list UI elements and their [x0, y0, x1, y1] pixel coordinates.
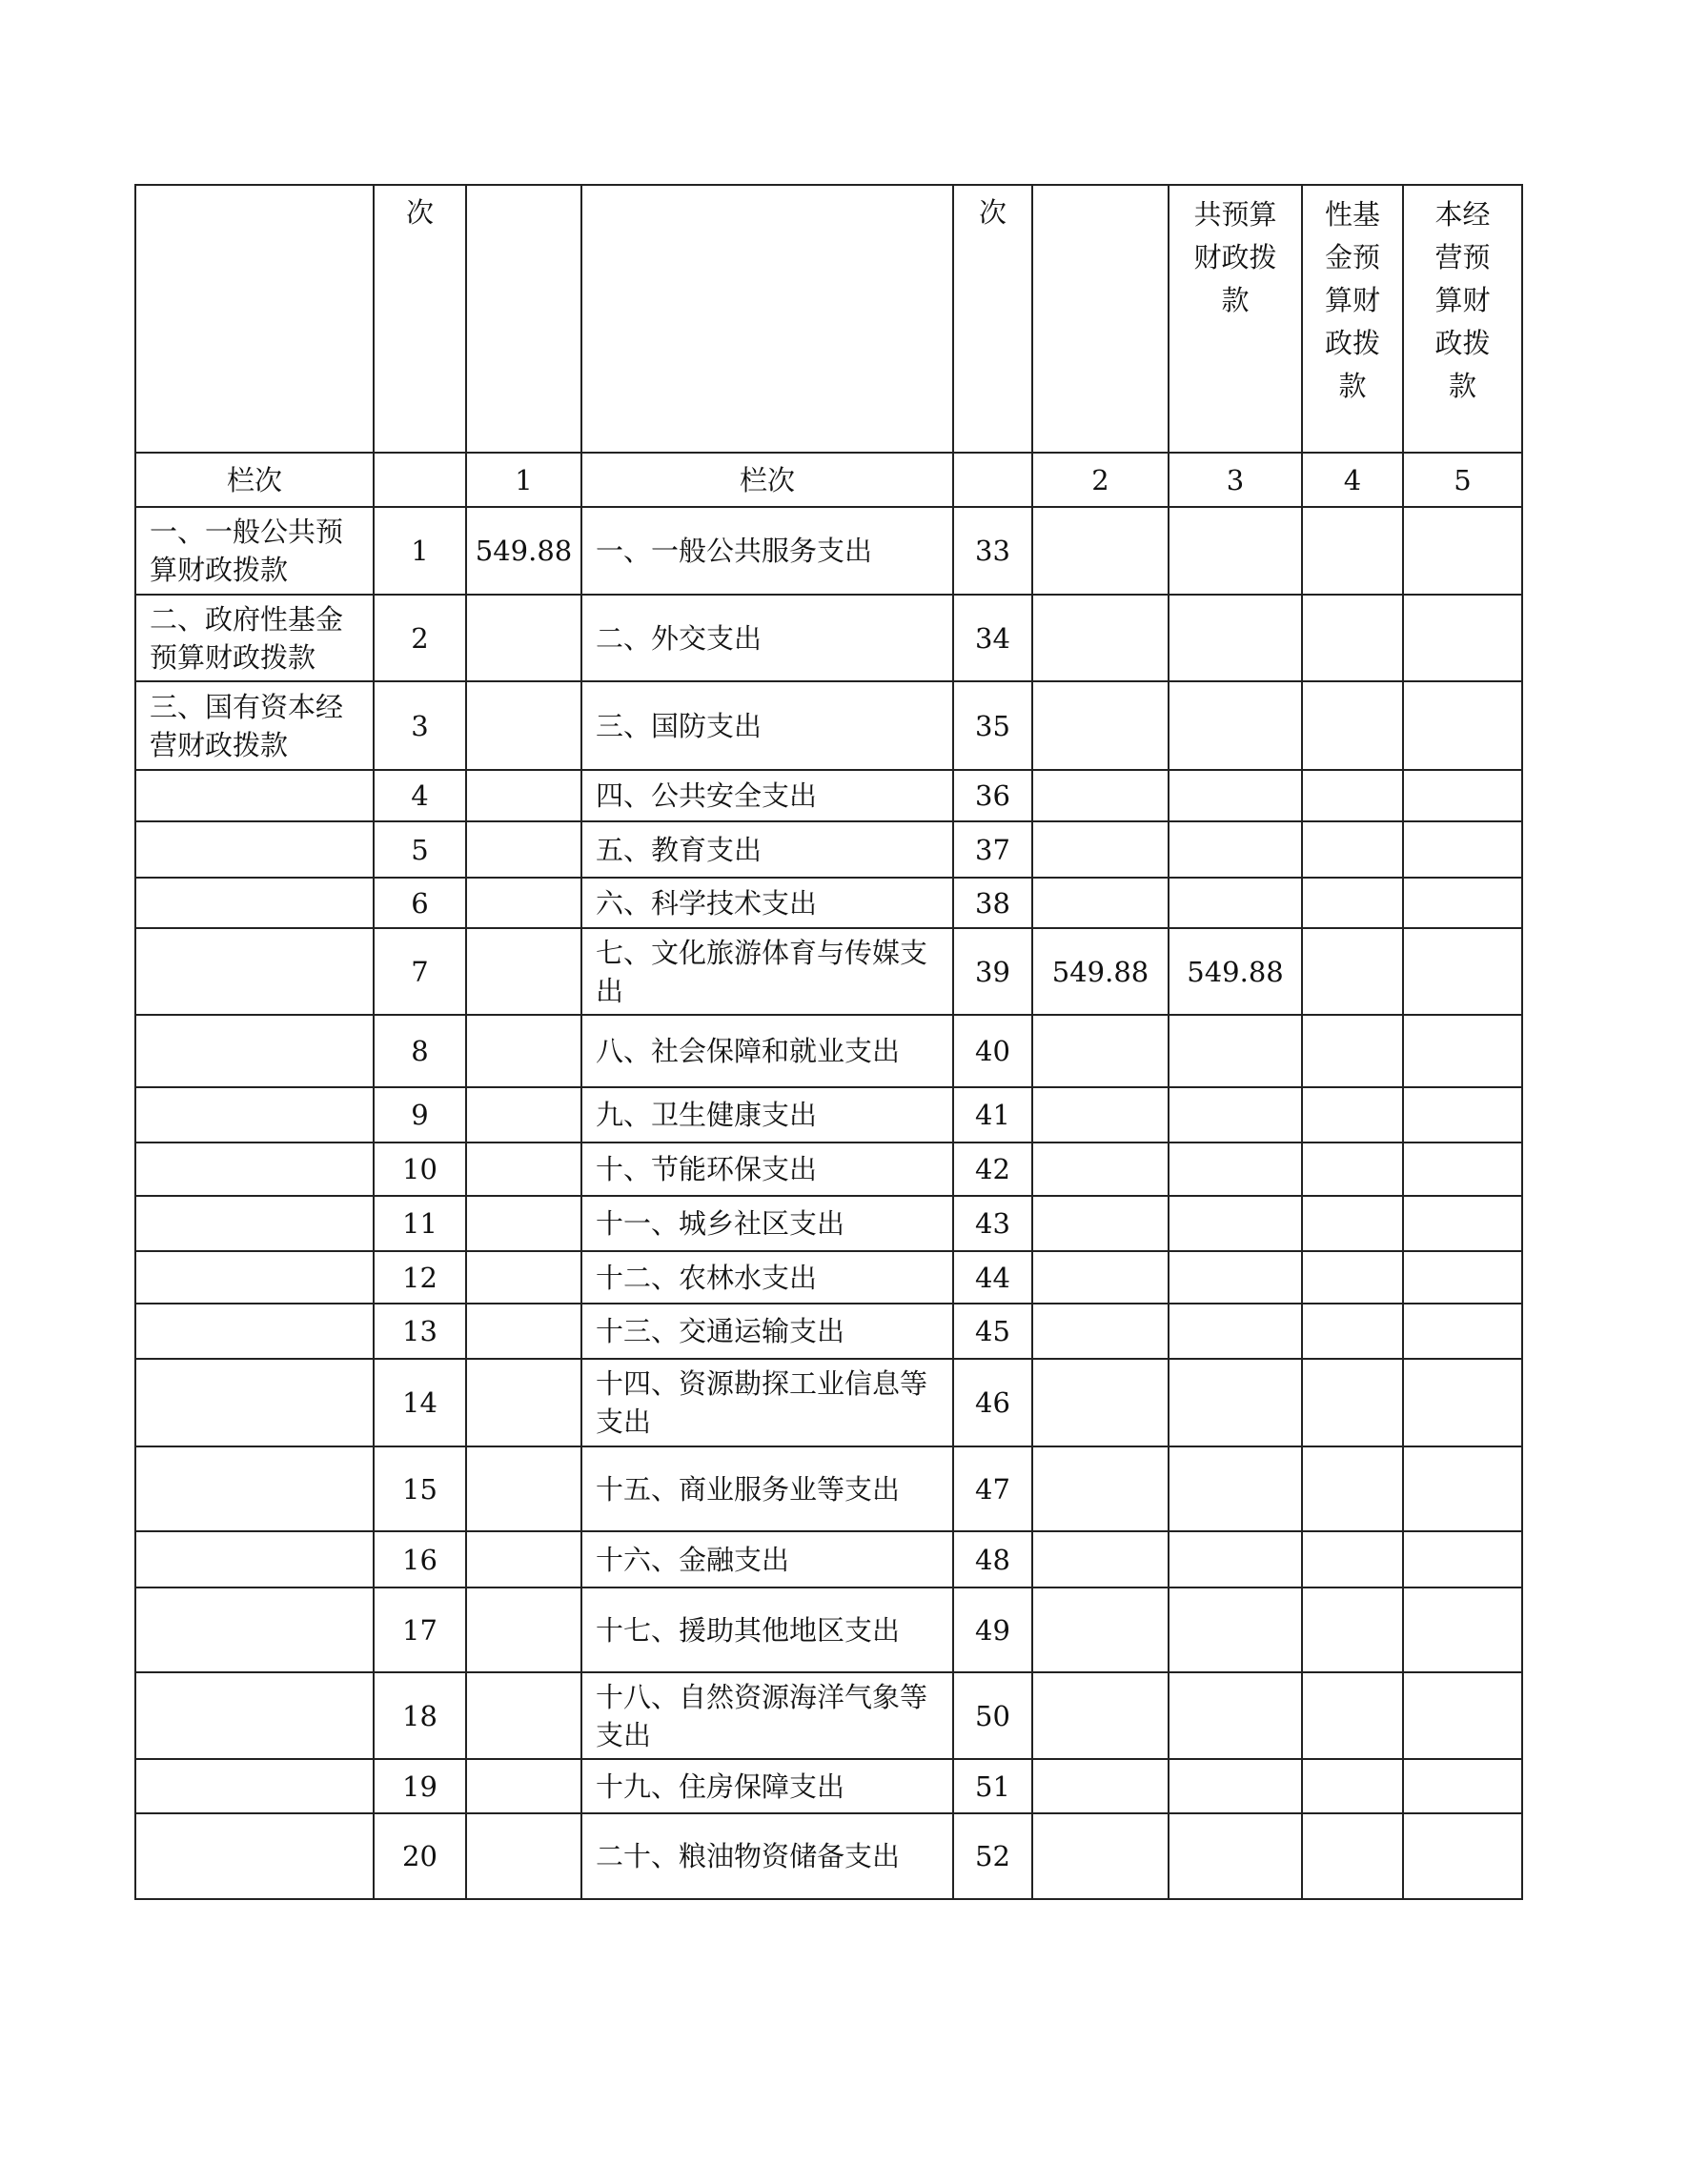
income-line-number: 11 [374, 1196, 466, 1251]
index-col-2: 2 [1032, 453, 1169, 507]
expense-item-cell: 十五、商业服务业等支出 [581, 1446, 953, 1531]
expense-total-cell [1032, 821, 1169, 878]
expense-line-number: 35 [953, 681, 1032, 770]
income-line-number: 17 [374, 1587, 466, 1672]
table-row [135, 1813, 1522, 1899]
table-row [135, 1015, 1522, 1087]
expense-fund-budget-cell [1302, 928, 1403, 1015]
expense-general-budget-cell [1169, 1304, 1302, 1359]
expense-general-budget-cell [1169, 1672, 1302, 1759]
expense-fund-budget-cell [1302, 770, 1403, 821]
income-line-number: 3 [374, 681, 466, 770]
expense-line-number: 44 [953, 1251, 1032, 1304]
index-col-4: 4 [1302, 453, 1403, 507]
expense-line-number: 39 [953, 928, 1032, 1015]
expense-general-budget-cell [1169, 770, 1302, 821]
expense-general-budget-cell [1169, 1359, 1302, 1446]
income-amount-cell [466, 770, 581, 821]
income-amount-cell [466, 1251, 581, 1304]
expense-fund-budget-cell [1302, 1587, 1403, 1672]
income-line-number: 5 [374, 821, 466, 878]
income-line-number: 13 [374, 1304, 466, 1359]
income-line-number: 14 [374, 1359, 466, 1446]
expense-total-cell [1032, 1813, 1169, 1899]
expense-capital-budget-cell [1403, 681, 1522, 770]
expense-total-cell: 549.88 [1032, 928, 1169, 1015]
income-item-cell: 三、国有资本经营财政拨款 [135, 681, 374, 770]
expense-total-cell [1032, 1196, 1169, 1251]
index-label-left: 栏次 [135, 453, 374, 507]
header-amount-cell [466, 185, 581, 453]
expense-fund-budget-cell [1302, 1196, 1403, 1251]
table-row [135, 1759, 1522, 1813]
index-empty-cell [374, 453, 466, 507]
table-row [135, 681, 1522, 770]
header-income-cell [135, 185, 374, 453]
income-item-cell [135, 1813, 374, 1899]
header-row [135, 185, 1522, 453]
expense-fund-budget-cell [1302, 1813, 1403, 1899]
expense-total-cell [1032, 1143, 1169, 1196]
expense-line-number: 52 [953, 1813, 1032, 1899]
expense-line-number: 46 [953, 1359, 1032, 1446]
income-amount-cell [466, 878, 581, 928]
expense-item-cell: 九、卫生健康支出 [581, 1087, 953, 1143]
expense-fund-budget-cell [1302, 595, 1403, 681]
expense-line-number: 47 [953, 1446, 1032, 1531]
expense-capital-budget-cell [1403, 1143, 1522, 1196]
income-line-number: 2 [374, 595, 466, 681]
expense-fund-budget-cell [1302, 1531, 1403, 1587]
income-item-cell [135, 1531, 374, 1587]
expense-capital-budget-cell [1403, 1587, 1522, 1672]
expense-item-cell: 八、社会保障和就业支出 [581, 1015, 953, 1087]
table-row [135, 1304, 1522, 1359]
expense-line-number: 50 [953, 1672, 1032, 1759]
income-item-cell [135, 821, 374, 878]
expense-capital-budget-cell [1403, 1672, 1522, 1759]
expense-capital-budget-cell [1403, 770, 1522, 821]
expense-total-cell [1032, 1759, 1169, 1813]
income-item-cell [135, 770, 374, 821]
expense-total-cell [1032, 1359, 1169, 1446]
expense-total-cell [1032, 770, 1169, 821]
index-row [135, 453, 1522, 507]
income-amount-cell [466, 1143, 581, 1196]
expense-line-number: 43 [953, 1196, 1032, 1251]
expense-fund-budget-cell [1302, 821, 1403, 878]
table-row [135, 878, 1522, 928]
table-row [135, 1446, 1522, 1531]
expense-general-budget-cell [1169, 507, 1302, 595]
income-item-cell: 二、政府性基金预算财政拨款 [135, 595, 374, 681]
expense-general-budget-cell [1169, 1196, 1302, 1251]
table-row [135, 1587, 1522, 1672]
expense-total-cell [1032, 1304, 1169, 1359]
expense-item-cell: 五、教育支出 [581, 821, 953, 878]
expense-total-cell [1032, 1587, 1169, 1672]
index-col-3: 3 [1169, 453, 1302, 507]
header-expense-cell [581, 185, 953, 453]
expense-capital-budget-cell [1403, 1531, 1522, 1587]
income-line-number: 12 [374, 1251, 466, 1304]
expense-capital-budget-cell [1403, 821, 1522, 878]
income-amount-cell [466, 1587, 581, 1672]
expense-general-budget-cell [1169, 681, 1302, 770]
expense-total-cell [1032, 681, 1169, 770]
expense-general-budget-cell [1169, 1446, 1302, 1531]
table-row [135, 1251, 1522, 1304]
expense-item-cell: 十九、住房保障支出 [581, 1759, 953, 1813]
income-line-number: 9 [374, 1087, 466, 1143]
expense-fund-budget-cell [1302, 1087, 1403, 1143]
expense-item-cell: 十四、资源勘探工业信息等支出 [581, 1359, 953, 1446]
table-row [135, 1531, 1522, 1587]
expense-capital-budget-cell [1403, 878, 1522, 928]
expense-total-cell [1032, 595, 1169, 681]
expense-fund-budget-cell [1302, 507, 1403, 595]
income-item-cell [135, 1446, 374, 1531]
expense-general-budget-cell [1169, 1015, 1302, 1087]
expense-item-cell: 十一、城乡社区支出 [581, 1196, 953, 1251]
expense-general-budget-cell [1169, 1531, 1302, 1587]
expense-line-number: 42 [953, 1143, 1032, 1196]
table-row [135, 928, 1522, 1015]
income-line-number: 6 [374, 878, 466, 928]
table-row [135, 1196, 1522, 1251]
expense-line-number: 40 [953, 1015, 1032, 1087]
income-amount-cell [466, 1359, 581, 1446]
income-amount-cell [466, 1304, 581, 1359]
header-capital-budget-cell: 本经营预算财政拨款 [1403, 185, 1522, 453]
expense-fund-budget-cell [1302, 1759, 1403, 1813]
expense-total-cell [1032, 1087, 1169, 1143]
income-amount-cell [466, 595, 581, 681]
income-item-cell [135, 1304, 374, 1359]
table-row [135, 1087, 1522, 1143]
expense-fund-budget-cell [1302, 1251, 1403, 1304]
expense-total-cell [1032, 1531, 1169, 1587]
income-line-number: 1 [374, 507, 466, 595]
expense-fund-budget-cell [1302, 1304, 1403, 1359]
expense-item-cell: 十、节能环保支出 [581, 1143, 953, 1196]
header-general-budget-cell: 共预算财政拨款 [1169, 185, 1302, 453]
expense-capital-budget-cell [1403, 1813, 1522, 1899]
table-row [135, 821, 1522, 878]
income-amount-cell: 549.88 [466, 507, 581, 595]
income-amount-cell [466, 928, 581, 1015]
income-item-cell [135, 928, 374, 1015]
income-line-number: 18 [374, 1672, 466, 1759]
income-line-number: 10 [374, 1143, 466, 1196]
expense-item-cell: 三、国防支出 [581, 681, 953, 770]
expense-line-number: 34 [953, 595, 1032, 681]
expense-total-cell [1032, 1015, 1169, 1087]
expense-total-cell [1032, 1672, 1169, 1759]
expense-general-budget-cell [1169, 1087, 1302, 1143]
expense-total-cell [1032, 1251, 1169, 1304]
index-empty-cell-2 [953, 453, 1032, 507]
expense-general-budget-cell [1169, 1813, 1302, 1899]
income-item-cell: 一、一般公共预算财政拨款 [135, 507, 374, 595]
expense-fund-budget-cell [1302, 1015, 1403, 1087]
income-amount-cell [466, 1759, 581, 1813]
income-amount-cell [466, 1446, 581, 1531]
table-row [135, 595, 1522, 681]
expense-capital-budget-cell [1403, 1304, 1522, 1359]
income-item-cell [135, 1672, 374, 1759]
income-item-cell [135, 1143, 374, 1196]
income-line-number: 20 [374, 1813, 466, 1899]
expense-item-cell: 十二、农林水支出 [581, 1251, 953, 1304]
expense-capital-budget-cell [1403, 928, 1522, 1015]
income-amount-cell [466, 1015, 581, 1087]
expense-fund-budget-cell [1302, 681, 1403, 770]
expense-general-budget-cell [1169, 878, 1302, 928]
expense-capital-budget-cell [1403, 595, 1522, 681]
expense-item-cell: 十六、金融支出 [581, 1531, 953, 1587]
income-amount-cell [466, 1672, 581, 1759]
expense-fund-budget-cell [1302, 1672, 1403, 1759]
header-number-cell-2: 次 [953, 185, 1032, 453]
income-amount-cell [466, 1531, 581, 1587]
income-item-cell [135, 1359, 374, 1446]
expense-line-number: 51 [953, 1759, 1032, 1813]
expense-item-cell: 七、文化旅游体育与传媒支出 [581, 928, 953, 1015]
header-total-cell [1032, 185, 1169, 453]
expense-line-number: 36 [953, 770, 1032, 821]
expense-fund-budget-cell [1302, 1359, 1403, 1446]
expense-item-cell: 一、一般公共服务支出 [581, 507, 953, 595]
income-item-cell [135, 1251, 374, 1304]
expense-line-number: 49 [953, 1587, 1032, 1672]
expense-fund-budget-cell [1302, 1143, 1403, 1196]
header-fund-budget-cell: 性基金预算财政拨款 [1302, 185, 1403, 453]
expense-line-number: 48 [953, 1531, 1032, 1587]
header-number-cell: 次 [374, 185, 466, 453]
expense-item-cell: 二十、粮油物资储备支出 [581, 1813, 953, 1899]
expense-general-budget-cell [1169, 1143, 1302, 1196]
index-col-5: 5 [1403, 453, 1522, 507]
expense-general-budget-cell [1169, 595, 1302, 681]
income-item-cell [135, 1587, 374, 1672]
index-label-right: 栏次 [581, 453, 953, 507]
expense-capital-budget-cell [1403, 1759, 1522, 1813]
expense-general-budget-cell [1169, 821, 1302, 878]
income-item-cell [135, 1015, 374, 1087]
income-item-cell [135, 1196, 374, 1251]
expense-general-budget-cell [1169, 1759, 1302, 1813]
income-line-number: 8 [374, 1015, 466, 1087]
expense-line-number: 45 [953, 1304, 1032, 1359]
budget-table [134, 184, 1523, 1900]
table-row [135, 1672, 1522, 1759]
expense-line-number: 41 [953, 1087, 1032, 1143]
expense-line-number: 33 [953, 507, 1032, 595]
income-item-cell [135, 1087, 374, 1143]
table-row [135, 507, 1522, 595]
expense-item-cell: 二、外交支出 [581, 595, 953, 681]
expense-total-cell [1032, 878, 1169, 928]
expense-item-cell: 四、公共安全支出 [581, 770, 953, 821]
income-item-cell [135, 1759, 374, 1813]
expense-general-budget-cell: 549.88 [1169, 928, 1302, 1015]
expense-total-cell [1032, 507, 1169, 595]
expense-line-number: 37 [953, 821, 1032, 878]
expense-general-budget-cell [1169, 1251, 1302, 1304]
expense-item-cell: 十三、交通运输支出 [581, 1304, 953, 1359]
income-item-cell [135, 878, 374, 928]
income-amount-cell [466, 1196, 581, 1251]
income-amount-cell [466, 821, 581, 878]
expense-capital-budget-cell [1403, 1359, 1522, 1446]
income-line-number: 15 [374, 1446, 466, 1531]
income-line-number: 4 [374, 770, 466, 821]
index-col-1: 1 [466, 453, 581, 507]
income-line-number: 19 [374, 1759, 466, 1813]
expense-line-number: 38 [953, 878, 1032, 928]
expense-capital-budget-cell [1403, 1251, 1522, 1304]
expense-capital-budget-cell [1403, 1087, 1522, 1143]
income-amount-cell [466, 1813, 581, 1899]
expense-item-cell: 六、科学技术支出 [581, 878, 953, 928]
expense-item-cell: 十七、援助其他地区支出 [581, 1587, 953, 1672]
expense-capital-budget-cell [1403, 1015, 1522, 1087]
income-amount-cell [466, 1087, 581, 1143]
table-row [135, 1359, 1522, 1446]
expense-item-cell: 十八、自然资源海洋气象等支出 [581, 1672, 953, 1759]
table-row [135, 1143, 1522, 1196]
table-row [135, 770, 1522, 821]
income-amount-cell [466, 681, 581, 770]
expense-capital-budget-cell [1403, 507, 1522, 595]
expense-fund-budget-cell [1302, 878, 1403, 928]
income-line-number: 16 [374, 1531, 466, 1587]
income-line-number: 7 [374, 928, 466, 1015]
expense-total-cell [1032, 1446, 1169, 1531]
expense-fund-budget-cell [1302, 1446, 1403, 1531]
expense-capital-budget-cell [1403, 1446, 1522, 1531]
expense-capital-budget-cell [1403, 1196, 1522, 1251]
expense-general-budget-cell [1169, 1587, 1302, 1672]
